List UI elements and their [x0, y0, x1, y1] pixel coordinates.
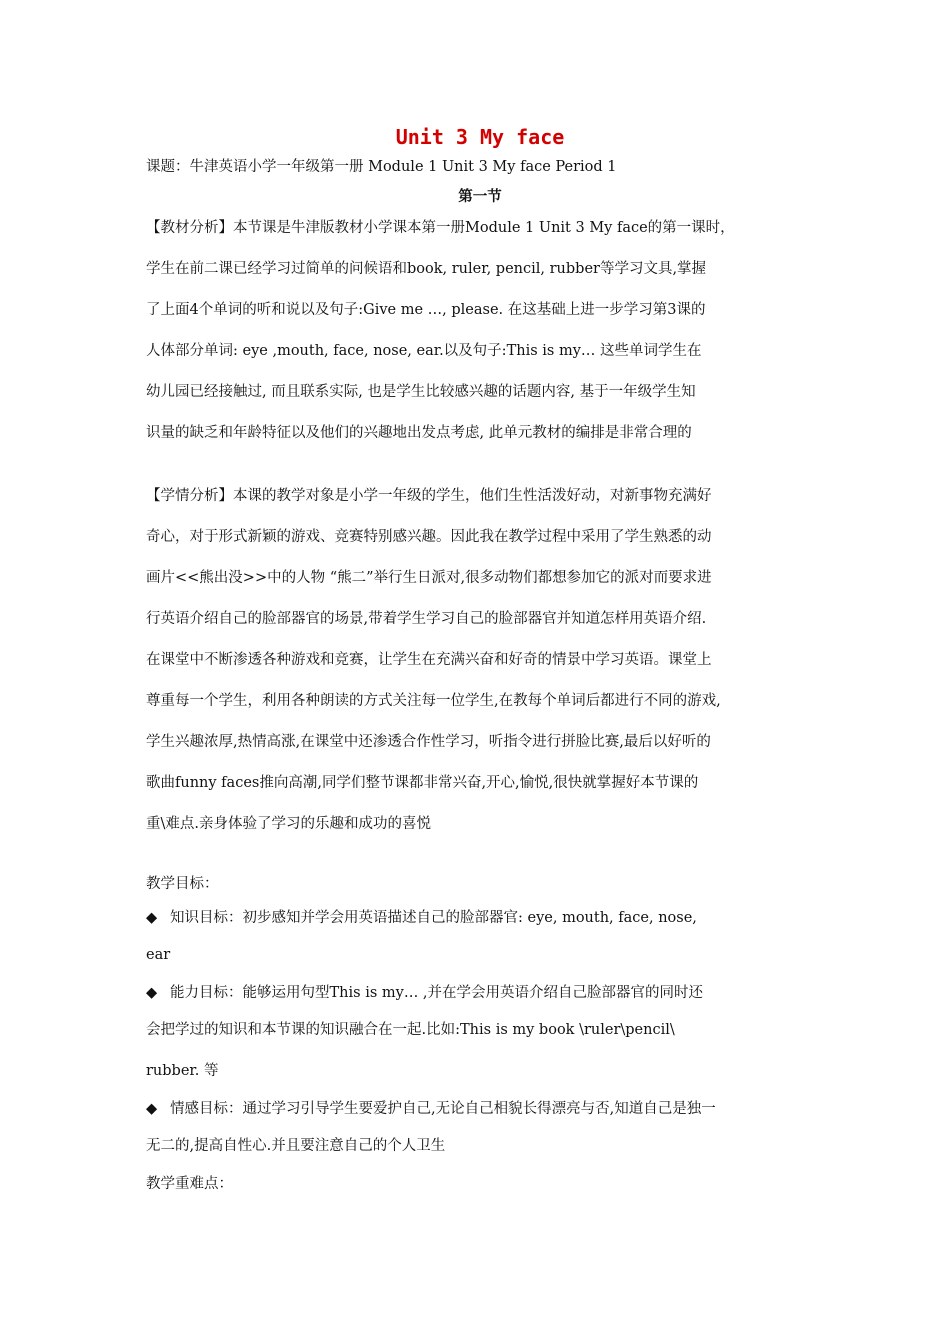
diamond-bullet-icon: ◆: [146, 985, 158, 1001]
paragraph-line: 歌曲funny faces推向高潮,同学们整节课都非常兴奋,开心,愉悦,很快就掌握好本节课的: [146, 775, 699, 791]
objective-text: 能力目标：能够运用句型This is my… ,并在学会用英语介绍自己脸部器官的同时还: [170, 985, 704, 1001]
paragraph-line: 重\难点.亲身体验了学习的乐趣和成功的喜悦: [146, 816, 431, 832]
objective-line: 会把学过的知识和本节课的知识融合在一起.比如:This is my book \ruler\pencil\: [146, 1022, 675, 1038]
paragraph-line: 尊重每一个学生，利用各种朗读的方式关注每一位学生,在教每个单词后都进行不同的游戏,: [146, 693, 721, 709]
paragraph-line: 【学情分析】本课的教学对象是小学一年级的学生，他们生性活泼好动，对新事物充满好: [146, 488, 712, 504]
objective-line: 无二的,提高自性心.并且要注意自己的个人卫生: [146, 1138, 446, 1154]
objective-emotion: [146, 1092, 814, 1167]
paragraph-line: 在课堂中不断渗透各种游戏和竞赛，让学生在充满兴奋和好奇的情景中学习英语。课堂上: [146, 652, 712, 668]
objective-knowledge: [146, 901, 814, 976]
paragraph-line: 【教材分析】本节课是牛津版教材小学课本第一册Module 1 Unit 3 My face的第一课时，: [146, 220, 735, 236]
objective-line: rubber. 等: [146, 1063, 219, 1079]
paragraph-line: 了上面4个单词的听和说以及句子:Give me …, please. 在这基础上进一步学习第3课的: [146, 302, 706, 318]
objective-text: 情感目标：通过学习引导学生要爱护自己,无论自己相貌长得漂亮与否,知道自己是独一: [170, 1101, 716, 1117]
student-analysis-paragraph: [146, 476, 814, 845]
paragraph-line: 学生在前二课已经学习过简单的问候语和book, ruler, pencil, rubber等学习文具,掌握: [146, 261, 707, 277]
objective-line: [146, 901, 814, 935]
objective-line: ear: [146, 947, 171, 963]
diamond-bullet-icon: ◆: [146, 1101, 158, 1117]
paragraph-line: 识量的缺乏和年龄特征以及他们的兴趣地出发点考虑, 此单元教材的编排是非常合理的: [146, 425, 692, 441]
paragraph-spacer: [146, 454, 814, 476]
textbook-analysis-paragraph: [146, 208, 814, 454]
document-title: Unit 3 My face: [395, 125, 565, 149]
paragraph-line: 人体部分单词: eye ,mouth, face, nose, ear.以及句子:This is my… 这些单词学生在: [146, 343, 702, 359]
difficulties-heading: 教学重难点：: [146, 1176, 233, 1192]
paragraph-line: 画片<<熊出没>>中的人物 “熊二”举行生日派对,很多动物们都想参加它的派对而要求进: [146, 570, 712, 586]
paragraph-line: 奇心，对于形式新颖的游戏、竞赛特别感兴趣。因此我在教学过程中采用了学生熟悉的动: [146, 529, 712, 545]
objective-line: [146, 976, 814, 1010]
objective-text: 知识目标：初步感知并学会用英语描述自己的脸部器官: eye, mouth, face, nose,: [170, 910, 697, 926]
objective-ability: [146, 976, 814, 1092]
objectives-heading: 教学目标：: [146, 876, 219, 892]
objective-line: [146, 1092, 814, 1126]
paragraph-line: 学生兴趣浓厚,热情高涨,在课堂中还渗透合作性学习，听指令进行拼脸比赛,最后以好听的: [146, 734, 711, 750]
paragraph-spacer: [146, 845, 814, 867]
lesson-subject: 课题：牛津英语小学一年级第一册 Module 1 Unit 3 My face Period 1: [146, 159, 617, 175]
document-page: [146, 124, 814, 1201]
diamond-bullet-icon: ◆: [146, 910, 158, 926]
section-heading: 第一节: [458, 188, 502, 205]
paragraph-line: 行英语介绍自己的脸部器官的场景,带着学生学习自己的脸部器官并知道怎样用英语介绍.: [146, 611, 707, 627]
paragraph-line: 幼儿园已经接触过, 而且联系实际, 也是学生比较感兴趣的话题内容, 基于一年级学生知: [146, 384, 696, 400]
